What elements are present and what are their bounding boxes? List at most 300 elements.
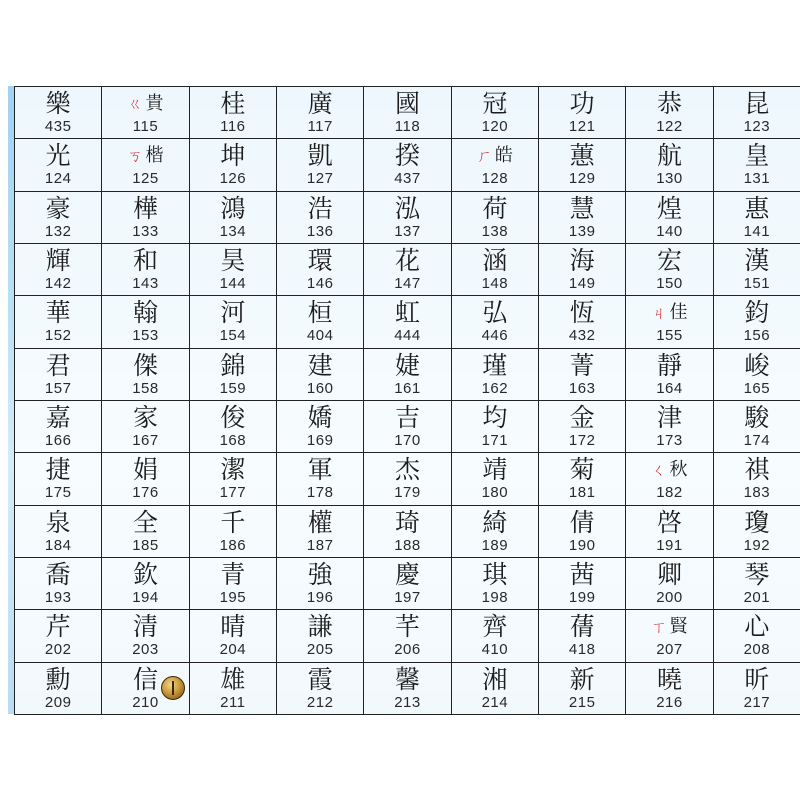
chinese-character: 坤 bbox=[220, 141, 246, 171]
character-cell bbox=[539, 87, 626, 139]
character-number: 194 bbox=[132, 588, 159, 606]
character-cell bbox=[714, 349, 800, 401]
character-number: 217 bbox=[743, 693, 771, 711]
chinese-character: 駿 bbox=[744, 402, 770, 432]
character-cell bbox=[714, 453, 800, 505]
cell-character-row bbox=[744, 298, 769, 328]
chinese-character: 俊 bbox=[220, 402, 246, 432]
character-cell bbox=[539, 349, 626, 401]
cell-character-row bbox=[395, 455, 420, 485]
character-number: 207 bbox=[656, 641, 683, 659]
cell-character-row bbox=[46, 612, 71, 642]
cell-character-row bbox=[127, 89, 163, 119]
chinese-character: 婕 bbox=[394, 350, 420, 380]
cell-character-row bbox=[133, 455, 158, 485]
character-cell bbox=[452, 401, 539, 453]
phonetic-marker: ㄐ bbox=[651, 304, 667, 323]
cell-character-row bbox=[570, 194, 595, 224]
character-number: 165 bbox=[743, 379, 771, 397]
character-number: 127 bbox=[306, 170, 334, 188]
cell-character-row bbox=[46, 141, 71, 171]
character-cell bbox=[626, 192, 713, 244]
phonetic-marker: ㄍ bbox=[127, 95, 143, 113]
cell-character-row bbox=[744, 508, 769, 538]
cell-character-row bbox=[657, 508, 682, 538]
character-number: 139 bbox=[568, 222, 596, 240]
character-number: 150 bbox=[656, 274, 683, 292]
cell-character-row bbox=[477, 141, 513, 171]
character-number: 201 bbox=[743, 588, 771, 606]
cell-character-row bbox=[395, 403, 420, 433]
chinese-character: 慶 bbox=[394, 559, 420, 589]
character-number: 115 bbox=[132, 118, 159, 135]
character-number: 170 bbox=[394, 431, 421, 449]
chinese-character: 清 bbox=[132, 612, 158, 642]
character-cell bbox=[626, 453, 713, 505]
character-number: 125 bbox=[132, 170, 159, 188]
character-cell bbox=[277, 192, 364, 244]
character-cell bbox=[190, 401, 277, 453]
character-number: 174 bbox=[743, 431, 771, 449]
cell-character-row bbox=[308, 194, 333, 224]
character-number: 209 bbox=[44, 693, 72, 711]
cell-character-row bbox=[395, 141, 420, 171]
character-number: 118 bbox=[394, 118, 421, 135]
character-cell bbox=[15, 558, 102, 610]
character-cell bbox=[277, 139, 364, 191]
character-number: 404 bbox=[306, 327, 334, 345]
character-number: 180 bbox=[481, 484, 509, 502]
cell-character-row bbox=[220, 560, 245, 590]
character-cell bbox=[277, 610, 364, 662]
cell-character-row bbox=[133, 194, 158, 224]
chinese-character: 信 bbox=[132, 664, 158, 694]
cell-character-row bbox=[744, 141, 769, 171]
cell-character-row bbox=[744, 455, 769, 485]
cell-character-row bbox=[220, 246, 245, 276]
cell-character-row bbox=[657, 560, 682, 590]
cell-character-row bbox=[570, 141, 595, 171]
chinese-character: 鴻 bbox=[220, 193, 246, 223]
cell-character-row bbox=[308, 612, 333, 642]
character-number: 432 bbox=[568, 327, 596, 345]
character-cell bbox=[277, 244, 364, 296]
character-cell bbox=[626, 349, 713, 401]
chinese-character: 勳 bbox=[45, 664, 71, 694]
character-cell bbox=[364, 87, 451, 139]
character-number: 208 bbox=[743, 641, 771, 659]
character-number: 157 bbox=[44, 379, 72, 397]
chinese-character: 環 bbox=[307, 245, 333, 275]
chinese-character: 佳 bbox=[669, 302, 688, 324]
chinese-character: 恭 bbox=[656, 89, 682, 118]
cell-character-row bbox=[744, 403, 769, 433]
character-number: 129 bbox=[568, 170, 596, 188]
cell-character-row bbox=[133, 508, 158, 538]
chinese-character: 惠 bbox=[744, 193, 770, 223]
character-cell bbox=[452, 610, 539, 662]
cell-character-row bbox=[482, 612, 507, 642]
character-cell bbox=[626, 506, 713, 558]
chinese-character: 樂 bbox=[45, 89, 71, 118]
chinese-character: 樺 bbox=[132, 193, 158, 223]
cell-character-row bbox=[133, 403, 158, 433]
character-number: 131 bbox=[743, 170, 771, 188]
character-number: 168 bbox=[219, 431, 247, 449]
character-cell bbox=[15, 192, 102, 244]
character-number: 134 bbox=[219, 222, 247, 240]
chinese-character: 秋 bbox=[669, 459, 688, 481]
character-cell bbox=[539, 401, 626, 453]
character-cell bbox=[277, 87, 364, 139]
character-cell bbox=[714, 610, 800, 662]
cell-character-row bbox=[657, 194, 682, 224]
character-number: 173 bbox=[656, 431, 683, 449]
character-cell bbox=[190, 610, 277, 662]
cell-character-row bbox=[570, 560, 595, 590]
character-cell bbox=[15, 610, 102, 662]
chinese-character: 青 bbox=[220, 559, 246, 589]
character-number: 123 bbox=[743, 118, 771, 135]
character-number: 189 bbox=[481, 536, 509, 554]
character-number: 214 bbox=[481, 693, 509, 711]
character-number: 159 bbox=[219, 379, 247, 397]
character-index-grid bbox=[14, 86, 800, 715]
cell-character-row bbox=[570, 89, 595, 119]
cell-character-row bbox=[482, 194, 507, 224]
character-cell bbox=[714, 192, 800, 244]
chinese-character: 琦 bbox=[394, 507, 420, 537]
cell-character-row bbox=[744, 194, 769, 224]
character-number: 130 bbox=[656, 170, 683, 188]
character-number: 116 bbox=[220, 118, 246, 135]
character-number: 204 bbox=[219, 641, 247, 659]
cell-character-row bbox=[570, 612, 595, 642]
character-number: 186 bbox=[219, 536, 247, 554]
cell-character-row bbox=[395, 351, 420, 381]
character-number: 187 bbox=[306, 536, 334, 554]
character-cell bbox=[102, 401, 189, 453]
cell-character-row bbox=[482, 455, 507, 485]
chinese-character: 荷 bbox=[482, 193, 508, 223]
cell-character-row bbox=[220, 194, 245, 224]
cell-character-row bbox=[308, 560, 333, 590]
character-cell bbox=[714, 244, 800, 296]
chinese-character: 煌 bbox=[656, 193, 682, 223]
character-cell bbox=[190, 87, 277, 139]
character-number: 136 bbox=[306, 222, 334, 240]
character-cell bbox=[714, 506, 800, 558]
character-number: 199 bbox=[568, 588, 596, 606]
chinese-character: 芊 bbox=[394, 612, 420, 642]
character-number: 437 bbox=[394, 170, 421, 188]
character-cell bbox=[15, 244, 102, 296]
chinese-character: 賢 bbox=[669, 616, 688, 638]
cell-character-row bbox=[133, 246, 158, 276]
chinese-character: 茜 bbox=[569, 559, 595, 589]
character-number: 144 bbox=[219, 274, 247, 292]
chinese-character: 貴 bbox=[145, 93, 164, 114]
chinese-character: 浩 bbox=[307, 193, 333, 223]
character-number: 148 bbox=[481, 274, 509, 292]
cell-character-row bbox=[220, 455, 245, 485]
cell-character-row bbox=[46, 298, 71, 328]
character-cell bbox=[626, 244, 713, 296]
character-cell bbox=[714, 87, 800, 139]
character-cell bbox=[364, 663, 451, 715]
character-cell bbox=[452, 453, 539, 505]
character-cell bbox=[277, 506, 364, 558]
character-number: 141 bbox=[743, 222, 771, 240]
chinese-character: 昕 bbox=[744, 664, 770, 694]
chinese-character: 啓 bbox=[656, 507, 682, 537]
cell-character-row bbox=[657, 89, 682, 119]
character-number: 211 bbox=[220, 693, 246, 711]
chinese-character: 冠 bbox=[482, 89, 508, 118]
chinese-character: 靜 bbox=[656, 350, 682, 380]
chinese-character: 瑾 bbox=[482, 350, 508, 380]
chinese-character: 瓊 bbox=[744, 507, 770, 537]
character-cell bbox=[539, 610, 626, 662]
chinese-character: 娟 bbox=[132, 455, 158, 485]
chinese-character: 功 bbox=[569, 89, 595, 118]
character-number: 166 bbox=[44, 431, 72, 449]
chinese-character: 曉 bbox=[656, 664, 682, 694]
character-number: 158 bbox=[132, 379, 159, 397]
cell-character-row bbox=[220, 141, 245, 171]
character-cell bbox=[102, 506, 189, 558]
character-number: 128 bbox=[481, 170, 509, 188]
character-number: 200 bbox=[656, 588, 683, 606]
chinese-character: 家 bbox=[132, 402, 158, 432]
cell-character-row bbox=[133, 560, 158, 590]
character-cell bbox=[102, 296, 189, 348]
character-cell bbox=[190, 192, 277, 244]
character-number: 196 bbox=[306, 588, 334, 606]
chinese-character: 錦 bbox=[220, 350, 246, 380]
chinese-character: 揆 bbox=[394, 141, 420, 171]
chinese-character: 河 bbox=[220, 298, 246, 328]
character-number: 190 bbox=[568, 536, 596, 554]
character-number: 176 bbox=[132, 484, 159, 502]
chinese-character: 捷 bbox=[45, 455, 71, 485]
character-number: 124 bbox=[44, 170, 72, 188]
character-number: 146 bbox=[306, 274, 334, 292]
cell-character-row bbox=[46, 560, 71, 590]
chinese-character: 心 bbox=[744, 612, 770, 642]
chinese-character: 霞 bbox=[307, 664, 333, 694]
chinese-character: 齊 bbox=[482, 612, 508, 642]
character-number: 120 bbox=[481, 118, 509, 135]
character-number: 215 bbox=[568, 693, 596, 711]
chinese-character: 琪 bbox=[482, 559, 508, 589]
chinese-character: 菊 bbox=[569, 455, 595, 485]
character-number: 418 bbox=[568, 641, 596, 659]
chinese-character: 泉 bbox=[45, 507, 71, 537]
cell-character-row bbox=[220, 403, 245, 433]
chinese-character: 涵 bbox=[482, 245, 508, 275]
character-cell bbox=[364, 610, 451, 662]
character-number: 160 bbox=[306, 379, 334, 397]
character-cell bbox=[190, 349, 277, 401]
chinese-character: 權 bbox=[307, 507, 333, 537]
character-number: 182 bbox=[656, 484, 683, 502]
character-cell bbox=[277, 349, 364, 401]
cell-character-row bbox=[395, 665, 420, 695]
character-number: 179 bbox=[394, 484, 421, 502]
character-number: 162 bbox=[481, 379, 509, 397]
character-cell bbox=[539, 296, 626, 348]
cell-character-row bbox=[220, 665, 245, 695]
character-cell bbox=[277, 296, 364, 348]
chinese-character: 芹 bbox=[45, 612, 71, 642]
cell-character-row bbox=[570, 351, 595, 381]
chinese-character: 虹 bbox=[394, 298, 420, 328]
chinese-character: 泓 bbox=[394, 193, 420, 223]
chinese-character: 靖 bbox=[482, 455, 508, 485]
cell-character-row bbox=[651, 612, 687, 642]
cell-character-row bbox=[395, 612, 420, 642]
cell-character-row bbox=[482, 298, 507, 328]
character-cell bbox=[190, 558, 277, 610]
character-cell bbox=[15, 453, 102, 505]
character-number: 410 bbox=[481, 641, 509, 659]
cell-character-row bbox=[395, 560, 420, 590]
chinese-character: 蕙 bbox=[569, 141, 595, 171]
cell-character-row bbox=[570, 508, 595, 538]
character-cell bbox=[626, 663, 713, 715]
character-number: 169 bbox=[306, 431, 334, 449]
chinese-character: 桂 bbox=[220, 89, 246, 118]
character-cell bbox=[277, 663, 364, 715]
character-cell bbox=[626, 610, 713, 662]
character-cell bbox=[102, 610, 189, 662]
chinese-character: 欽 bbox=[132, 559, 158, 589]
screw-head-icon bbox=[161, 676, 185, 700]
cell-character-row bbox=[744, 351, 769, 381]
character-number: 126 bbox=[219, 170, 247, 188]
character-cell bbox=[539, 663, 626, 715]
character-cell bbox=[15, 87, 102, 139]
cell-character-row bbox=[744, 246, 769, 276]
character-cell bbox=[539, 506, 626, 558]
character-number: 143 bbox=[132, 274, 159, 292]
chinese-character: 全 bbox=[132, 507, 158, 537]
chinese-character: 建 bbox=[307, 350, 333, 380]
cell-character-row bbox=[133, 612, 158, 642]
character-cell bbox=[452, 244, 539, 296]
cell-character-row bbox=[308, 141, 333, 171]
chinese-character: 潔 bbox=[220, 455, 246, 485]
chinese-character: 謙 bbox=[307, 612, 333, 642]
chinese-character: 強 bbox=[307, 559, 333, 589]
character-number: 197 bbox=[394, 588, 421, 606]
character-number: 191 bbox=[656, 536, 683, 554]
chinese-character: 凱 bbox=[307, 141, 333, 171]
chinese-character: 雄 bbox=[220, 664, 246, 694]
character-cell bbox=[15, 663, 102, 715]
chinese-character: 蒨 bbox=[569, 612, 595, 642]
character-number: 164 bbox=[656, 379, 683, 397]
character-number: 183 bbox=[743, 484, 771, 502]
cell-character-row bbox=[46, 455, 71, 485]
character-number: 212 bbox=[306, 693, 334, 711]
character-cell bbox=[364, 192, 451, 244]
chinese-character: 新 bbox=[569, 664, 595, 694]
character-number: 193 bbox=[44, 588, 72, 606]
cell-character-row bbox=[308, 89, 333, 119]
character-number: 142 bbox=[44, 274, 72, 292]
chinese-character: 吉 bbox=[394, 402, 420, 432]
cell-character-row bbox=[657, 141, 682, 171]
chinese-character: 國 bbox=[394, 89, 420, 118]
character-cell bbox=[539, 558, 626, 610]
character-cell bbox=[626, 558, 713, 610]
character-number: 198 bbox=[481, 588, 509, 606]
character-cell bbox=[190, 453, 277, 505]
cell-character-row bbox=[395, 298, 420, 328]
character-number: 156 bbox=[743, 327, 771, 345]
character-cell bbox=[15, 401, 102, 453]
character-number: 167 bbox=[132, 431, 159, 449]
chinese-character: 華 bbox=[45, 298, 71, 328]
character-cell bbox=[626, 87, 713, 139]
chinese-character: 弘 bbox=[482, 298, 508, 328]
cell-character-row bbox=[46, 665, 71, 695]
character-cell bbox=[452, 87, 539, 139]
character-cell bbox=[539, 192, 626, 244]
character-number: 206 bbox=[394, 641, 421, 659]
cell-character-row bbox=[308, 665, 333, 695]
character-cell bbox=[626, 296, 713, 348]
chinese-character: 鈞 bbox=[744, 298, 770, 328]
chinese-character: 峻 bbox=[744, 350, 770, 380]
character-cell bbox=[277, 453, 364, 505]
chinese-character: 君 bbox=[45, 350, 71, 380]
cell-character-row bbox=[651, 455, 687, 485]
character-cell bbox=[102, 87, 189, 139]
character-cell bbox=[452, 139, 539, 191]
cell-character-row bbox=[744, 89, 769, 119]
character-number: 161 bbox=[394, 379, 421, 397]
cell-character-row bbox=[482, 403, 507, 433]
cell-character-row bbox=[482, 508, 507, 538]
cell-character-row bbox=[482, 351, 507, 381]
cell-character-row bbox=[46, 351, 71, 381]
character-number: 195 bbox=[219, 588, 247, 606]
chinese-character: 恆 bbox=[569, 298, 595, 328]
chinese-character: 花 bbox=[394, 245, 420, 275]
phonetic-marker: ㄒ bbox=[651, 618, 667, 637]
cell-character-row bbox=[46, 403, 71, 433]
character-cell bbox=[277, 558, 364, 610]
character-cell bbox=[364, 139, 451, 191]
chinese-character: 輝 bbox=[45, 245, 71, 275]
character-cell bbox=[452, 663, 539, 715]
character-number: 149 bbox=[568, 274, 596, 292]
character-cell bbox=[714, 401, 800, 453]
character-cell bbox=[364, 401, 451, 453]
character-number: 140 bbox=[656, 222, 683, 240]
cell-character-row bbox=[46, 194, 71, 224]
chinese-character: 均 bbox=[482, 402, 508, 432]
character-number: 152 bbox=[44, 327, 72, 345]
character-number: 175 bbox=[44, 484, 72, 502]
character-cell bbox=[102, 453, 189, 505]
chinese-character: 晴 bbox=[220, 612, 246, 642]
character-cell bbox=[626, 401, 713, 453]
phonetic-marker: ㄏ bbox=[476, 147, 492, 166]
